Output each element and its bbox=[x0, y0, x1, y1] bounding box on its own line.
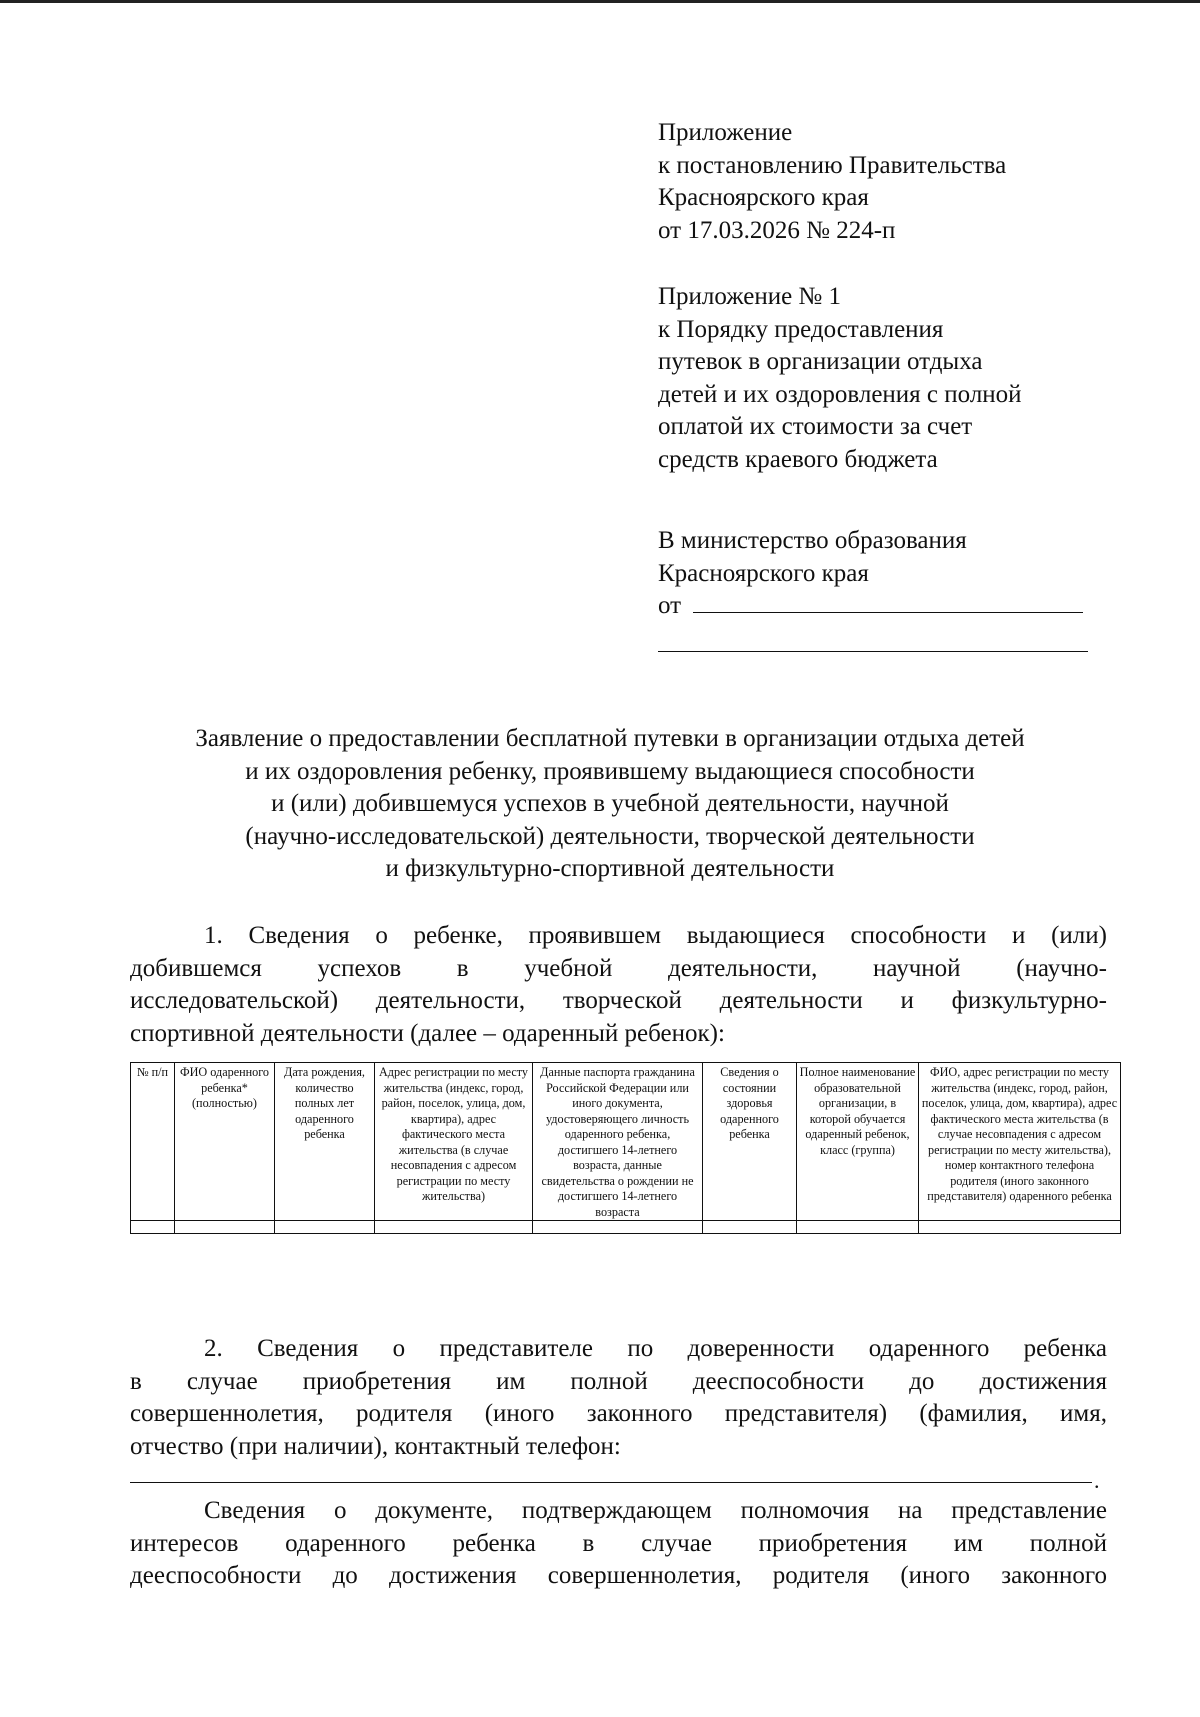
header-health: Сведения о состоянии здоровья одаренного ребенка bbox=[703, 1063, 797, 1221]
title-line: и их оздоровления ребенку, проявившему выдающиеся способности bbox=[245, 757, 975, 785]
appendix-line: к постановлению Правительства bbox=[658, 151, 1007, 179]
appendix1-line: путевок в организации отдыха bbox=[658, 348, 983, 375]
appendix1-line: детей и их оздоровления с полной bbox=[658, 380, 1022, 408]
table-cell[interactable] bbox=[275, 1221, 375, 1234]
table-header-row bbox=[131, 1063, 1121, 1221]
table-cell[interactable] bbox=[175, 1221, 275, 1234]
addressee-line: Красноярского края bbox=[658, 559, 869, 587]
header-number: № п/п bbox=[131, 1063, 175, 1221]
table-row bbox=[131, 1221, 1121, 1234]
section3-line: интересов одаренного ребенка в случае приобретения им полной bbox=[130, 1529, 1107, 1557]
title-line: (научно-исследовательской) деятельности, творческой деятельности bbox=[245, 822, 975, 850]
section3-line: дееспособности до достижения совершеннолетия, родителя (иного законного bbox=[130, 1562, 1107, 1589]
header-birth-date: Дата рождения, количество полных лет одаренного ребенка bbox=[275, 1063, 375, 1221]
section-3-paragraph bbox=[130, 1495, 1107, 1593]
header-passport: Данные паспорта гражданина Российской Федерации или иного документа, удостоверяющего личность одаренного ребенка, достигшего 14-летнего возраста, данные свидетельства о рождении не достигшего 14-летнего возраста bbox=[533, 1063, 703, 1221]
table-cell[interactable] bbox=[919, 1221, 1121, 1234]
section1-line: спортивной деятельности (далее – одаренный ребенок): bbox=[130, 1019, 725, 1047]
section3-line: Сведения о документе, подтверждающем полномочия на представление bbox=[204, 1497, 1107, 1524]
appendix1-line: средств краевого бюджета bbox=[658, 445, 938, 473]
header-school: Полное наименование образовательной организации, в которой обучается одаренный ребенок, класс (группа) bbox=[797, 1063, 919, 1221]
section1-line: добившемся успехов в учебной деятельности, научной (научно- bbox=[130, 954, 1107, 982]
section2-line: 2. Сведения о представителе по доверенности одаренного ребенка bbox=[204, 1335, 1107, 1362]
title-line: и физкультурно-спортивной деятельности bbox=[385, 855, 835, 882]
table-cell[interactable] bbox=[131, 1221, 175, 1234]
appendix-header bbox=[658, 117, 1098, 247]
addressee-line: В министерство образования bbox=[658, 527, 967, 554]
child-info-table bbox=[130, 1062, 1121, 1234]
section-1-paragraph bbox=[130, 920, 1107, 1050]
title-line: Заявление о предоставлении бесплатной путевки в организации отдыха детей bbox=[195, 725, 1025, 752]
section1-line: исследовательской) деятельности, творческой деятельности и физкультурно- bbox=[130, 987, 1107, 1014]
section2-line: в случае приобретения им полной дееспособности до достижения bbox=[130, 1367, 1107, 1395]
appendix-line: Красноярского края bbox=[658, 184, 869, 211]
from-second-line-field[interactable] bbox=[658, 651, 1088, 652]
header-parent-info: ФИО, адрес регистрации по месту жительства (индекс, город, район, поселок, улица, дом, квартира), адрес фактического места жительства (в случае несовпадения с адресом регистрации по месту жительства), номер контактного телефона родителя (иного законного представителя) одаренного ребенка bbox=[919, 1063, 1121, 1221]
appendix-line: от 17.03.2026 № 224-п bbox=[658, 216, 896, 244]
table-cell[interactable] bbox=[533, 1221, 703, 1234]
appendix-1-header bbox=[658, 281, 1098, 476]
appendix1-line: Приложение № 1 bbox=[658, 283, 842, 310]
header-child-name: ФИО одаренного ребенка* (полностью) bbox=[175, 1063, 275, 1221]
table-cell[interactable] bbox=[375, 1221, 533, 1234]
section-2-paragraph bbox=[130, 1333, 1107, 1463]
addressee-block bbox=[658, 525, 1098, 623]
table-cell[interactable] bbox=[703, 1221, 797, 1234]
appendix1-line: к Порядку предоставления bbox=[658, 315, 944, 343]
header-address: Адрес регистрации по месту жительства (индекс, город, район, поселок, улица, дом, квартира), адрес фактического места жительства (в случае несовпадения с адресом регистрации по месту жительства) bbox=[375, 1063, 533, 1221]
title-line: и (или) добившемуся успехов в учебной деятельности, научной bbox=[271, 790, 949, 817]
section1-line: 1. Сведения о ребенке, проявившем выдающиеся способности и (или) bbox=[204, 922, 1107, 949]
field-end-dot: . bbox=[1094, 1468, 1100, 1493]
section2-line: отчество (при наличии), контактный телефон: bbox=[130, 1432, 621, 1460]
from-row bbox=[658, 590, 1098, 623]
top-border bbox=[0, 0, 1200, 3]
representative-info-field[interactable] bbox=[130, 1482, 1092, 1483]
from-name-field[interactable] bbox=[693, 592, 1083, 613]
table-cell[interactable] bbox=[797, 1221, 919, 1234]
appendix-line: Приложение bbox=[658, 119, 793, 146]
document-title bbox=[130, 723, 1090, 886]
from-label: от bbox=[658, 592, 682, 619]
appendix1-line: оплатой их стоимости за счет bbox=[658, 413, 973, 440]
section2-line: совершеннолетия, родителя (иного законного представителя) (фамилия, имя, bbox=[130, 1400, 1107, 1427]
